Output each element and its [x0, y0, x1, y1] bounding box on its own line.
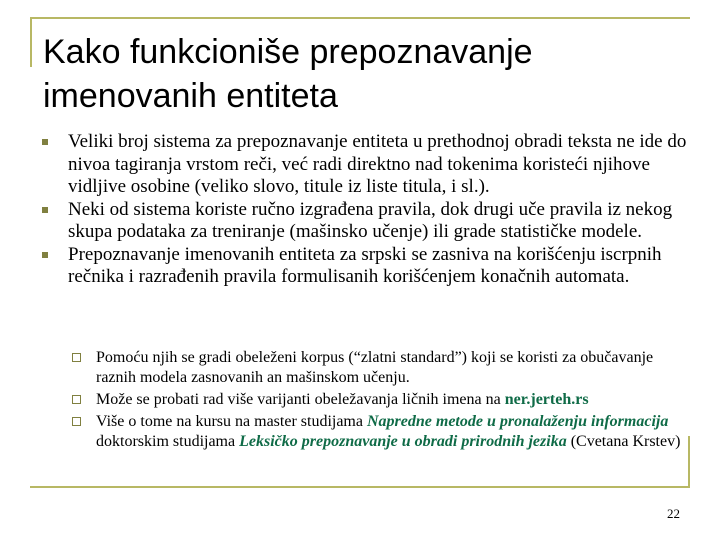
bullet-item	[40, 199, 690, 244]
course-name-master: Napredne metode u pronalaženju informacija	[366, 413, 669, 430]
bullet-text: Veliki broj sistema za prepoznavanje entiteta u prethodnoj obradi teksta ne ide do nivoa tagiranja vrstom reči, već radi direktno nad tokenima koristeći njihove vidljive osobine (veliko slovo, titule iz liste titula, i sl.).	[68, 131, 687, 197]
square-bullet-icon	[42, 252, 48, 258]
page-number: 22	[667, 506, 680, 521]
bullet-text: Prepoznavanje imenovanih entiteta za srpski se zasniva na korišćenju iscrpnih rečnika i razrađenih pravila formulisanih korišćenjem konačnih automata.	[68, 243, 662, 287]
frame-left-line	[30, 17, 32, 67]
slide-title-line-1: Kako funkcioniše prepoznavanje	[43, 33, 533, 71]
sub-bullet-text: Pomoću njih se gradi obeleženi korpus (“zlatni standard”) koji se koristi za obučavanje raznih modela zasnovanih an mašinskom učenju.	[96, 349, 654, 386]
frame-top-line	[30, 17, 690, 19]
frame-bottom-line	[30, 486, 690, 488]
checkbox-bullet-icon	[72, 353, 81, 362]
bullet-list	[40, 131, 690, 289]
sub-bullet-text: Više o tome na kursu na master studijama	[96, 413, 367, 430]
checkbox-bullet-icon	[72, 395, 81, 404]
sub-bullet-text: doktorskim studijama	[96, 433, 240, 450]
square-bullet-icon	[42, 207, 48, 213]
sub-bullet-item	[72, 390, 682, 410]
sub-bullet-item	[72, 348, 682, 388]
sub-bullet-text: Može se probati rad više varijanti obeležavanja ličnih imena na	[96, 391, 505, 408]
bullet-item	[40, 244, 690, 289]
bullet-text: Neki od sistema koriste ručno izgrađena pravila, dok drugi uče pravila iz nekog skupa podataka za treniranje (mašinsko učenje) ili grade statističke modele.	[68, 198, 673, 242]
sub-bullet-item	[72, 412, 682, 452]
slide-title-line-2: imenovanih entiteta	[43, 77, 338, 115]
slide-title	[43, 30, 683, 118]
checkbox-bullet-icon	[72, 417, 81, 426]
course-name-doctoral: Leksičko prepoznavanje u obradi prirodnih jezika	[239, 433, 567, 450]
square-bullet-icon	[42, 139, 48, 145]
sub-bullet-list	[72, 348, 682, 454]
sub-bullet-text: (Cvetana Krstev)	[566, 433, 681, 450]
frame-right-line	[688, 436, 690, 488]
bullet-item	[40, 131, 690, 199]
ner-link[interactable]: ner.jerteh.rs	[504, 391, 589, 408]
